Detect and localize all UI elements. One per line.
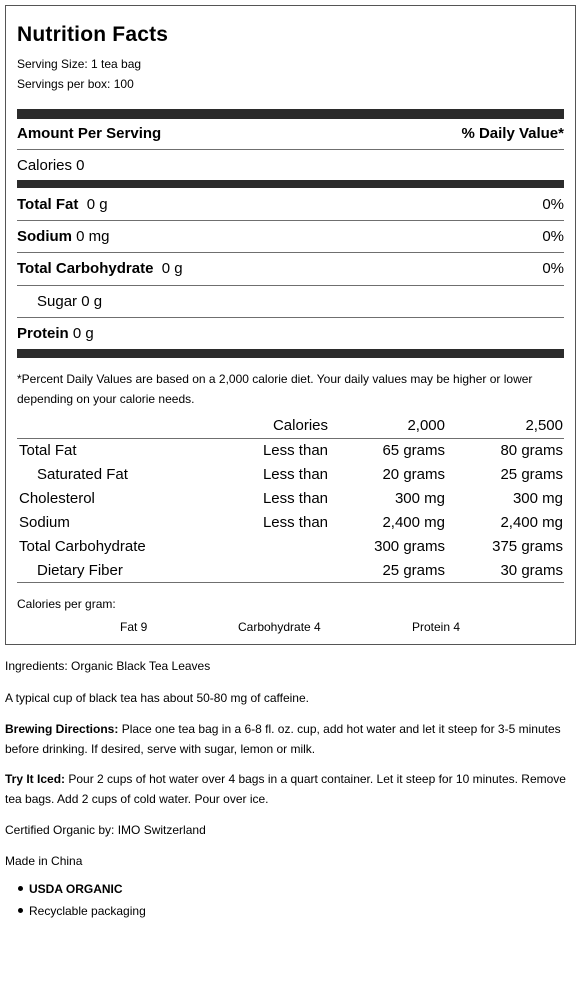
label-title: Nutrition Facts [17,23,169,46]
nutrient-dv: 0% [542,196,564,213]
dv-row-2500: 300 mg [512,490,563,507]
bullet-icon [18,908,23,913]
calories-per-gram-fat: Fat 9 [120,620,148,634]
calories-per-gram-carbohydrate: Carbohydrate 4 [238,620,321,634]
nutrient-name: Total Carbohydrate [17,260,154,277]
dv-row-2500: 375 grams [492,538,563,555]
divider [17,252,564,253]
dv-row-2000: 20 grams [382,466,445,483]
brewing-text: Place one tea bag in a 6-8 fl. oz. cup, add hot water and let it steep for 3-5 minutes before drinking. If desired, serve with sugar, lemon or milk. [5,722,561,756]
servings-per-box: Servings per box: 100 [17,77,134,91]
dv-row-label: Sodium [19,514,70,531]
brewing-label: Brewing Directions: [5,722,119,736]
nutrient-dv: 0% [542,228,564,245]
divider [17,285,564,286]
dv-row-label: Dietary Fiber [37,562,123,579]
list-item [18,904,146,918]
dv-row-2500: 25 grams [500,466,563,483]
dv-header-2000: 2,000 [407,417,445,434]
thick-divider [17,109,564,119]
bullet-icon [18,886,23,891]
serving-size: Serving Size: 1 tea bag [17,57,142,71]
dv-row-2500: 2,400 mg [500,514,563,531]
calories-per-gram-protein: Protein 4 [412,620,461,634]
brewing-directions [5,719,575,759]
dv-row-2000: 25 grams [382,562,445,579]
nutrient-name: Sugar 0 g [37,293,103,310]
divider [17,582,564,583]
dv-row-label: Cholesterol [19,490,95,507]
dv-row-2000: 65 grams [382,442,445,459]
dv-row-qualifier: Less than [262,442,328,459]
dv-row-2000: 2,400 mg [382,514,445,531]
dv-row-label: Saturated Fat [37,466,128,483]
dv-row-2500: 80 grams [500,442,563,459]
nutrient-name: Total Fat [17,196,79,213]
iced-text: Pour 2 cups of hot water over 4 bags in a quart container. Let it steep for 10 minutes. Remove tea bags. Add 2 cups of cold water. Pour over ice. [5,772,566,806]
iced-label: Try It Iced: [5,772,66,786]
medium-divider [17,180,564,188]
dv-row-qualifier: Less than [262,490,328,507]
nutrient-amount: 0 mg [76,228,110,245]
dv-row-2000: 300 mg [394,490,445,507]
certification: Certified Organic by: IMO Switzerland [5,823,206,837]
dv-row-2500: 30 grams [500,562,563,579]
nutrient-amount: 0 g [161,260,183,277]
nutrient-name: Sodium [17,228,72,245]
divider [17,438,564,439]
list-item [18,882,123,896]
dv-row-label: Total Fat [19,442,77,459]
calories-per-gram-label: Calories per gram: [17,597,116,611]
ingredients: Ingredients: Organic Black Tea Leaves [5,659,211,673]
dv-row-2000: 300 grams [374,538,445,555]
daily-value-footnote: *Percent Daily Values are based on a 2,000 calorie diet. Your daily values may be higher or lower depending on your calorie needs. [17,372,533,406]
daily-value-header: % Daily Value* [461,125,564,142]
divider [17,317,564,318]
dv-row-label: Total Carbohydrate [19,538,146,555]
divider [17,220,564,221]
dv-row-qualifier: Less than [262,466,328,483]
dv-header-2500: 2,500 [525,417,563,434]
made-in: Made in China [5,854,83,868]
nutrient-name: Protein [17,325,69,342]
dv-header-calories: Calories [272,417,328,434]
iced-directions [5,769,575,809]
caffeine-note: A typical cup of black tea has about 50-80 mg of caffeine. [5,691,309,705]
nutrition-facts-label [5,5,576,645]
list-item-text: USDA ORGANIC [29,882,123,896]
nutrient-amount: 0 g [72,325,94,342]
thick-divider [17,349,564,358]
nutrient-dv: 0% [542,260,564,277]
divider [17,149,564,150]
list-item-text: Recyclable packaging [29,904,146,918]
dv-row-qualifier: Less than [262,514,328,531]
nutrient-amount: 0 g [86,196,108,213]
calories-value: Calories 0 [17,157,85,174]
amount-per-serving-label: Amount Per Serving [17,125,162,142]
